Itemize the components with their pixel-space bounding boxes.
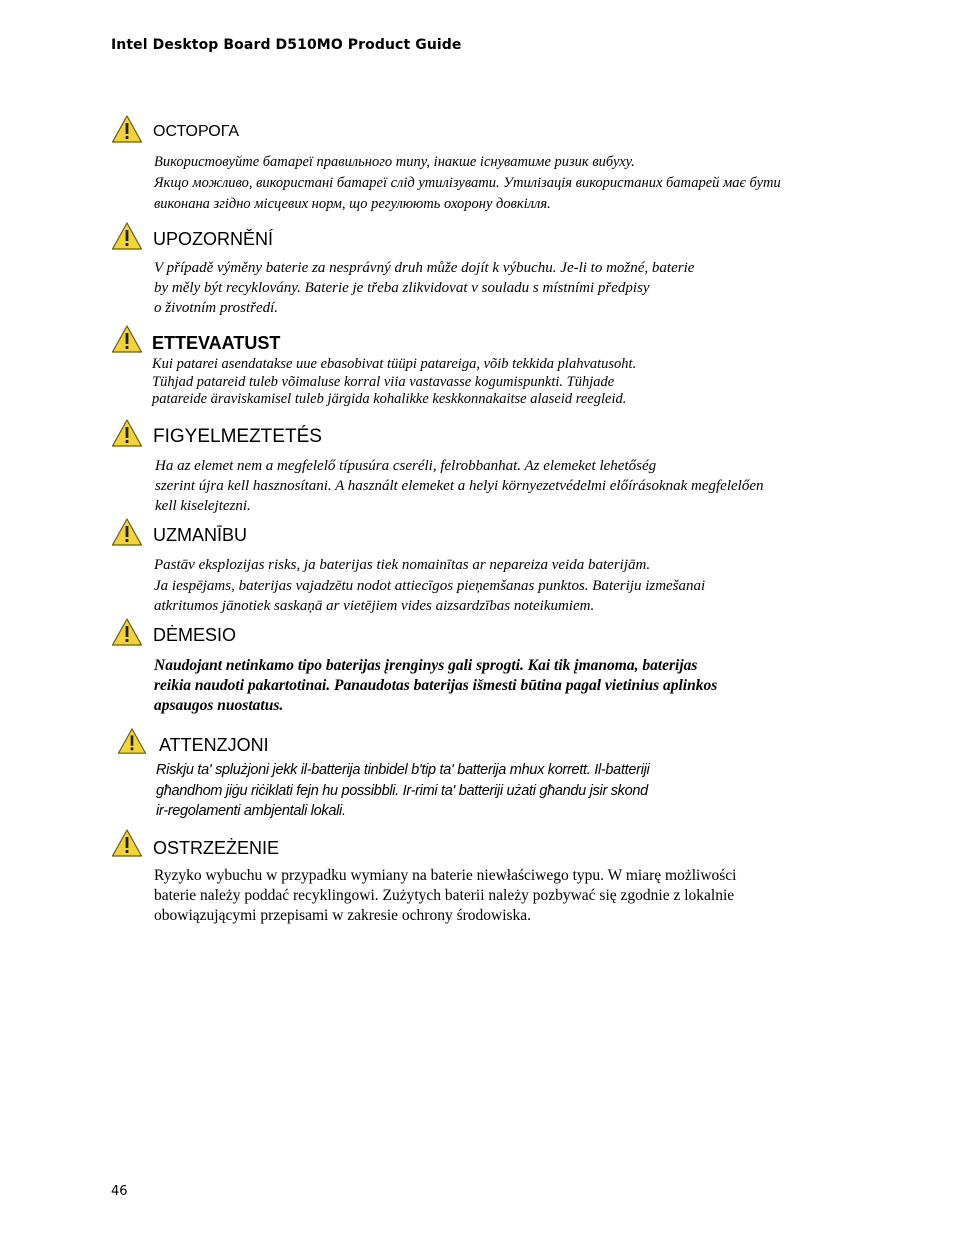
warning-body-line: o životním prostředí.: [154, 300, 279, 316]
warning-body: [154, 152, 781, 215]
warning-body-line: atkritumos jānotiek saskaņā ar vietējiem vides aizsardzības noteikumiem.: [154, 598, 595, 614]
warning-body-line: by měly být recyklovány. Baterie je třeba zlikvidovat v souladu s místními předpisy: [154, 280, 650, 296]
warning-body-line: виконана згідно місцевих норм, що регулюють охорону довкілля.: [154, 196, 551, 212]
warning-triangle-icon: [111, 517, 143, 547]
warning-title: DĖMESIO: [153, 625, 237, 645]
warning-body-line: Tühjad patareid tuleb võimaluse korral viia vastavasse kogumispunkti. Tühjade: [152, 373, 615, 390]
warning-body: [154, 656, 717, 716]
warning-body-line: għandhom jiġu riċiklati fejn hu possibbli. Ir-rimi ta' batteriji użati għandu jsir skond: [156, 782, 648, 799]
document-header: Intel Desktop Board D510MO Product Guide: [111, 37, 462, 53]
warning-triangle-icon: [111, 114, 143, 144]
warning-body-line: Ja iespējams, baterijas vajadzētu nodot attiecīgos pieņemšanas punktos. Bateriju izmešanai: [154, 577, 706, 594]
warning-body-line: Використовуйте батареї правильного типу, інакше існуватиме ризик вибуху.: [154, 154, 635, 170]
warning-title: ETTEVAATUST: [152, 333, 281, 353]
warning-title: UPOZORNĚNÍ: [153, 229, 274, 249]
warning-title: FIGYELMEZTETÉS: [153, 426, 322, 447]
warning-triangle-icon: [111, 828, 143, 858]
warning-triangle-icon: [111, 324, 143, 354]
warning-body-line: Pastāv eksplozijas risks, ja baterijas tiek nomainītas ar nepareiza veida baterijām.: [154, 557, 651, 573]
warning-body-line: kell kiselejtezni.: [155, 498, 251, 514]
warning-body-line: patareide äraviskamisel tuleb järgida kohalikke keskkonnakaitse alaseid reegleid.: [152, 391, 627, 407]
warning-title: ОСТОРОГА: [153, 123, 239, 140]
warning-triangle-icon: [111, 221, 143, 251]
warning-body: [152, 356, 636, 409]
warning-body: [155, 456, 763, 516]
warning-body-line: apsaugos nuostatus.: [154, 697, 284, 714]
warning-body-line: Ryzyko wybuchu w przypadku wymiany na baterie niewłaściwego typu. W miarę możliwości: [154, 867, 737, 884]
warning-body-line: V případě výměny baterie za nesprávný druh může dojít k výbuchu. Je-li to možné, baterie: [154, 260, 695, 276]
warning-body-line: Riskju ta' splużjoni jekk il-batterija tinbidel b'tip ta' batterija mhux korrett. Il-batteriji: [156, 762, 650, 778]
warning-title: ATTENZJONI: [159, 735, 269, 755]
page-number: 46: [111, 1184, 128, 1199]
warning-body-line: Kui patarei asendatakse uue ebasobivat tüüpi patareiga, võib tekkida plahvatusoht.: [152, 356, 637, 372]
warning-body: [154, 866, 737, 926]
warning-body-line: obowiązującymi przepisami w zakresie ochrony środowiska.: [154, 907, 532, 924]
warning-body-line: Naudojant netinkamo tipo baterijas įrenginys gali sprogti. Kai tik įmanoma, baterijas: [154, 657, 698, 674]
warning-body-line: Якщо можливо, використані батареї слід утилізувати. Утилізація використаних батарей має бути: [154, 175, 781, 191]
warning-body-line: ir-regolamenti ambjentali lokali.: [156, 803, 346, 819]
warning-body: [154, 258, 694, 318]
warning-triangle-icon: [111, 418, 143, 448]
warning-body-line: Ha az elemet nem a megfelelő típusúra cseréli, felrobbanhat. Az elemeket lehetőség: [155, 458, 657, 474]
warning-body-line: reikia naudoti pakartotinai. Panaudotas baterijas išmesti būtina pagal vietinius aplinkos: [154, 677, 718, 694]
warning-triangle-icon: [117, 727, 147, 755]
warning-body: [154, 555, 705, 617]
warning-body-line: baterie należy poddać recyklingowi. Zużytych baterii należy pozbywać się zgodnie z lokalnie: [154, 887, 735, 904]
warning-body: [156, 760, 649, 822]
warning-title: UZMANĪBU: [153, 525, 247, 545]
warning-triangle-icon: [111, 617, 143, 647]
warning-title: OSTRZEŻENIE: [153, 838, 280, 858]
warning-body-line: szerint újra kell hasznosítani. A használt elemeket a helyi környezetvédelmi előírásoknak megfelelően: [155, 478, 764, 494]
